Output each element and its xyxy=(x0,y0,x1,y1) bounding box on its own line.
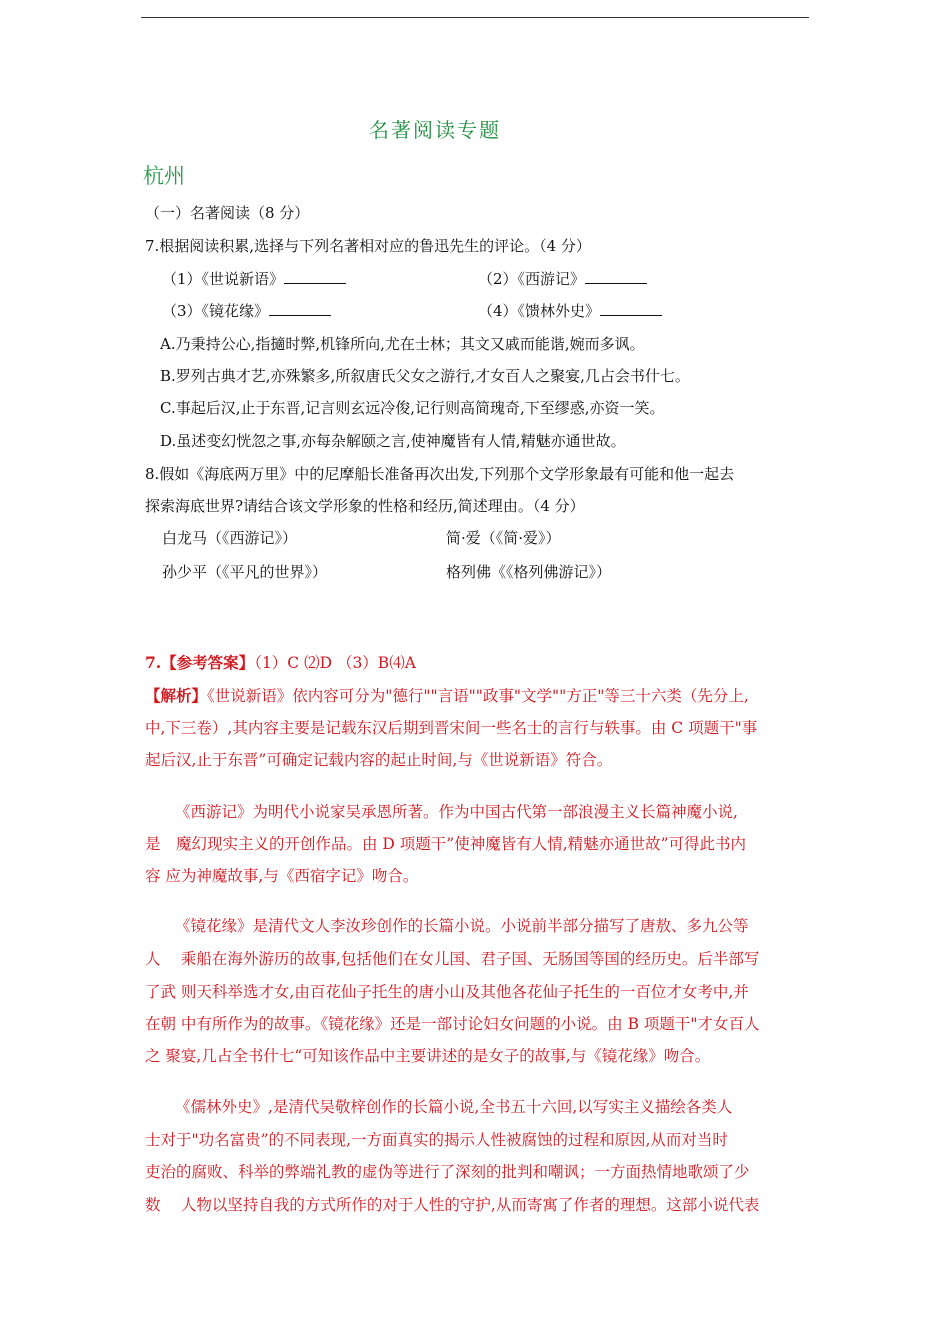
answer-blank xyxy=(284,269,346,284)
answer-blank xyxy=(600,301,662,316)
q7-option-c: C.事起后汉,止于东晋,记言则玄远冷俊,记行则高简瑰奇,下至缪惑,亦资一笑。 xyxy=(160,399,665,417)
q7-item-label: （4）《馈林外史》 xyxy=(478,302,601,320)
q7-item xyxy=(162,301,331,321)
answer-value: （1）C ⑵D （3）B⑷A xyxy=(254,654,416,672)
analysis-text: 吏治的腐败、科举的弊端礼教的虚伪等进行了深刻的批判和嘲讽；一方面热情地歌颂了少 xyxy=(145,1163,750,1181)
answer-label: 7.【参考答案】 xyxy=(145,653,255,672)
analysis-text: 《世说新语》依内容可分为"德行""言语""政事"文学""方正"等三十六类（先分上, xyxy=(207,687,749,705)
analysis-text: 人 乘船在海外游历的故事,包括他们在女儿国、君子国、无肠国等国的经历史。后半部写 xyxy=(145,950,760,968)
analysis-text: 之 聚宴,几占全书什七“可知该作品中主要讲述的是女子的故事,与《镜花缘》吻合。 xyxy=(145,1047,711,1065)
answer-blank xyxy=(585,269,647,284)
q7-item xyxy=(478,301,662,321)
q8-choice: 简·爱（《简·爱》） xyxy=(446,529,561,547)
q7-item xyxy=(162,269,346,289)
answer-blank xyxy=(269,301,331,316)
answer-line xyxy=(145,653,416,673)
analysis-text: 《儒林外史》,是清代吴敬梓创作的长篇小说,全书五十六回,以写实主义描绘各类人 xyxy=(175,1098,733,1116)
analysis-text: 《镜花缘》是清代文人李汝珍创作的长篇小说。小说前半部分描写了唐敖、多九公等 xyxy=(175,917,749,935)
region-heading: 杭州 xyxy=(143,164,185,188)
analysis-text: 容 应为神魔故事,与《西宿字记》吻合。 xyxy=(145,867,419,885)
q7-item-label: （3）《镜花缘》 xyxy=(162,302,270,320)
q8-choice: 格列佛《《格列佛游记》） xyxy=(446,563,612,581)
q8-stem-line1: 8.假如《海底两万里》中的尼摩船长准备再次出发,下列那个文学形象最有可能和他一起去 xyxy=(145,465,735,483)
q7-option-b: B.罗列古典才艺,亦殊繁多,所叙唐氏父女之游行,才女百人之聚宴,几占会书什七。 xyxy=(160,367,690,385)
q7-item xyxy=(478,269,647,289)
q7-item-label: （1）《世说新语》 xyxy=(162,270,285,288)
q7-option-a: A.乃秉持公心,指擿时弊,机锋所向,尤在士林；其文又戚而能谐,婉而多讽。 xyxy=(160,335,645,353)
q8-choice: 白龙马（《西游记》） xyxy=(162,529,298,547)
analysis-text: 士对于"功名富贵”的不同表现,一方面真实的揭示人性被腐蚀的过程和原因,从而对当时 xyxy=(145,1131,728,1149)
q8-choice: 孙少平（《平凡的世界》） xyxy=(162,563,328,581)
analysis-text: 了武 则天科举选才女,由百花仙子托生的唐小山及其他各花仙子托生的一百位才女考中,并 xyxy=(145,983,749,1001)
analysis-text: 数 人物以坚持自我的方式所作的对于人性的守护,从而寄寓了作者的理想。这部小说代表 xyxy=(145,1196,760,1214)
analysis-label: 【解析】 xyxy=(145,686,208,705)
analysis-line xyxy=(145,686,749,706)
page-title: 名著阅读专题 xyxy=(369,118,501,142)
analysis-text: 在朝 中有所作为的故事。《镜花缘》还是一部讨论妇女问题的小说。由 B 项题干"才女百人 xyxy=(145,1015,760,1033)
q8-stem-line2: 探索海底世界?请结合该文学形象的性格和经历,简述理由。（4 分） xyxy=(145,497,585,515)
analysis-text: 中,下三卷）,其内容主要是记载东汉后期到晋宋间一些名士的言行与轶事。由 C 项题干"事 xyxy=(145,719,758,737)
section-heading: （一）名著阅读（8 分） xyxy=(145,204,310,222)
analysis-text: 是 魔幻现实主义的开创作品。由 D 项题干”使神魔皆有人情,精魅亦通世故”可得此书内 xyxy=(145,835,747,853)
q7-stem: 7.根据阅读积累,选择与下列名著相对应的鲁迅先生的评论。（4 分） xyxy=(145,237,591,255)
q7-option-d: D.虽述变幻恍忽之事,亦每杂解颐之言,使神魔皆有人情,精魅亦通世故。 xyxy=(160,432,626,450)
q7-item-label: （2）《西游记》 xyxy=(478,270,586,288)
header-rule xyxy=(141,17,809,18)
analysis-text: 《西游记》为明代小说家吴承恩所著。作为中国古代第一部浪漫主义长篇神魔小说, xyxy=(175,803,738,821)
analysis-text: 起后汉,止于东晋”可确定记载内容的起止时间,与《世说新语》符合。 xyxy=(145,751,613,769)
